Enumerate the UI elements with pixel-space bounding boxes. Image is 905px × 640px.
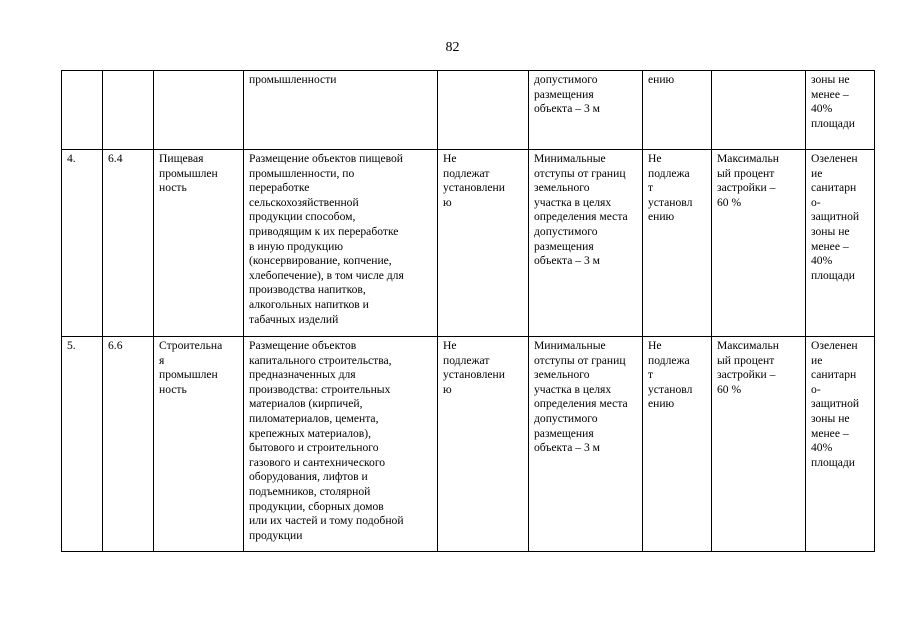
use-code-cell: 6.6: [103, 337, 154, 552]
parameter-cell: ению: [643, 71, 712, 150]
use-code-cell: 6.4: [103, 150, 154, 337]
setbacks-cell: допустимого размещения объекта – 3 м: [529, 71, 643, 150]
table-row: [62, 71, 875, 150]
table-row: [62, 150, 875, 337]
coverage-cell: [712, 71, 806, 150]
use-name-cell: Пищевая промышлен ность: [154, 150, 244, 337]
table-row: [62, 337, 875, 552]
coverage-cell: Максимальн ый процент застройки – 60 %: [712, 337, 806, 552]
parameter-cell: Не подлежат установлени ю: [438, 337, 529, 552]
parameter-cell: Не подлежа т установл ению: [643, 337, 712, 552]
setbacks-cell: Минимальные отступы от границ земельного участка в целях определения места допустимого размещения объекта – 3 м: [529, 337, 643, 552]
greening-cell: Озеленен ие санитарн о- защитной зоны не менее – 40% площади: [806, 150, 875, 337]
greening-cell: Озеленен ие санитарн о- защитной зоны не менее – 40% площади: [806, 337, 875, 552]
use-description-cell: Размещение объектов пищевой промышленности, по переработке сельскохозяйственной продукции способом, приводящим к их переработке в иную продукцию (консервирование, копчение, хлебопечение), в том числе для производства напитков, алкогольных напитков и табачных изделий: [244, 150, 438, 337]
page-number: 82: [445, 40, 460, 55]
zoning-table: [61, 70, 875, 552]
row-number-cell: [62, 71, 103, 150]
setbacks-cell: Минимальные отступы от границ земельного участка в целях определения места допустимого размещения объекта – 3 м: [529, 150, 643, 337]
use-name-cell: [154, 71, 244, 150]
parameter-cell: Не подлежат установлени ю: [438, 150, 529, 337]
use-description-cell: промышленности: [244, 71, 438, 150]
use-name-cell: Строительна я промышлен ность: [154, 337, 244, 552]
parameter-cell: Не подлежа т установл ению: [643, 150, 712, 337]
greening-cell: зоны не менее – 40% площади: [806, 71, 875, 150]
row-number-cell: 5.: [62, 337, 103, 552]
use-code-cell: [103, 71, 154, 150]
row-number-cell: 4.: [62, 150, 103, 337]
parameter-cell: [438, 71, 529, 150]
coverage-cell: Максимальн ый процент застройки – 60 %: [712, 150, 806, 337]
use-description-cell: Размещение объектов капитального строительства, предназначенных для производства: строительных материалов (кирпичей, пиломатериалов, цемента, крепежных материалов), бытового и строительного газового и сантехнического оборудования, лифтов и подъемников, столярной продукции, сборных домов или их частей и тому подобной продукции: [244, 337, 438, 552]
